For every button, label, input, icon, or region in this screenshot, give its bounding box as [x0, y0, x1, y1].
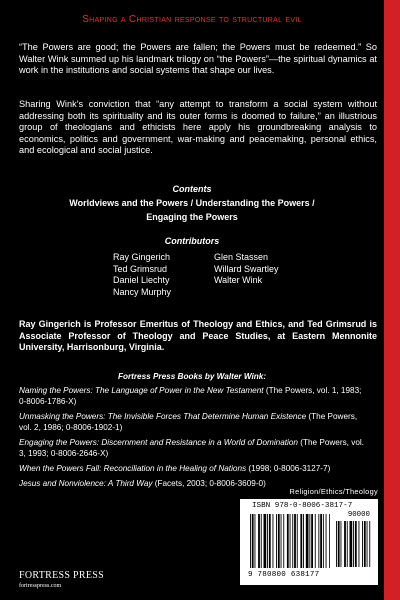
barcode-bar [281, 514, 282, 568]
barcode-bar [320, 514, 322, 568]
barcode-main [250, 514, 330, 568]
barcode-bar [318, 514, 319, 568]
barcode-bar [297, 514, 298, 568]
publisher-website: fortresspress.com [19, 583, 62, 589]
contributors-column-1 [113, 252, 171, 298]
barcode-bar [303, 514, 304, 568]
barcode-bar [283, 514, 284, 568]
barcode-bar [326, 514, 327, 568]
barcode-bar [255, 514, 256, 568]
book-title: When the Powers Fall: Reconciliation in the Healing of Nations [19, 464, 247, 473]
book-info: (The Powers, vol. 2, 1986; 0-8006-1902-1) [19, 412, 358, 432]
books-list [19, 385, 369, 493]
barcode-bar [294, 514, 296, 568]
editors-bio: Ray Gingerich is Professor Emeritus of Theology and Ethics, and Ted Grimsrud is Associate Professor of Theology and Peace Studies, at Eastern Mennonite University, Harrisonburg, Virginia. [19, 319, 377, 353]
barcode-bar [362, 521, 363, 567]
barcode-bar [273, 514, 274, 568]
contributor-name: Daniel Liechty [113, 275, 170, 285]
book-title: Engaging the Powers: Discernment and Resistance in a World of Domination [19, 438, 298, 447]
barcode-bar [369, 521, 370, 567]
barcode-bar [261, 514, 262, 568]
contents-line-2: Engaging the Powers [146, 212, 238, 222]
book-info: (The Powers, vol. 3, 1993; 0-8006-2646-X) [19, 438, 364, 458]
publisher-logo: FORTRESS PRESS [19, 570, 105, 581]
barcode-bar [292, 514, 293, 568]
contributor-name: Ray Gingerich [113, 252, 171, 262]
book-item [19, 385, 369, 407]
barcode-bar [287, 514, 289, 568]
barcode-bar [267, 514, 268, 568]
barcode-box [240, 499, 378, 585]
contributors-column-2 [214, 252, 279, 287]
barcode-bar [276, 514, 277, 568]
barcode-bar [278, 514, 280, 568]
contributor-name: Walter Wink [214, 275, 263, 285]
barcode-bar [350, 521, 353, 567]
barcode-bar [269, 514, 271, 568]
contributor-name: Glen Stassen [214, 252, 269, 262]
book-item [19, 437, 369, 459]
isbn-text: ISBN 978-0-8006-3817-7 [252, 502, 353, 510]
book-info: (1998; 0-8006-3127-7) [246, 464, 331, 473]
barcode-bar [367, 521, 368, 567]
contents-heading: Contents [172, 184, 212, 194]
book-title: Unmasking the Powers: The Invisible Forces That Determine Human Existence [19, 412, 307, 421]
barcode-bar [341, 521, 342, 567]
red-side-bar [384, 0, 400, 600]
barcode-bar [300, 514, 302, 568]
barcode-bar [250, 514, 251, 568]
barcode-bar [338, 521, 340, 567]
tagline: Shaping a Christian response to structural evil [82, 14, 302, 25]
book-item [19, 463, 369, 474]
barcode-bar [252, 514, 254, 568]
barcode-bar [364, 521, 366, 567]
barcode-bar [347, 521, 348, 567]
contributors-heading: Contributors [164, 236, 220, 246]
book-title: Naming the Powers: The Language of Power in the New Testament [19, 386, 264, 395]
book-title: Jesus and Nonviolence: A Third Way [19, 479, 153, 488]
barcode-bar [353, 521, 354, 567]
barcode-addon [336, 521, 372, 567]
barcode-bar [264, 514, 267, 568]
barcode-bar [355, 521, 357, 567]
barcode-bar [258, 514, 260, 568]
barcode-bar [329, 514, 330, 568]
contributor-name: Ted Grimsrud [113, 263, 168, 274]
books-heading: Fortress Press Books by Walter Wink: [117, 372, 267, 381]
barcode-bar [315, 514, 316, 568]
barcode-bar [306, 514, 309, 568]
barcode-bar [311, 514, 313, 568]
barcode-bar [336, 521, 337, 567]
book-info: (The Powers, vol. 1, 1983; 0-8006-1786-X) [19, 386, 362, 406]
contents-line-1: Worldviews and the Powers / Understanding the Powers / [69, 198, 315, 208]
barcode-bar [309, 514, 310, 568]
barcode-bar [359, 521, 360, 567]
price-code: 90000 [347, 511, 370, 519]
book-item [19, 411, 369, 433]
contributor-name: Willard Swartley [214, 263, 279, 274]
barcode-digits: 9 780800 638177 [248, 571, 320, 579]
barcode-bar [323, 514, 324, 568]
barcode-bar [344, 521, 346, 567]
quote-paragraph: “The Powers are good; the Powers are fallen; the Powers must be redeemed.” So Walter Wink summed up his landmark trilogy on “the Powers”—the spiritual dynamics at work in the institutions and social systems that shape our lives. [19, 42, 377, 76]
barcode-bar [290, 514, 291, 568]
category-label: Religion/Ethics/Theology [289, 487, 378, 496]
book-info: (Facets, 2003; 0-8006-3609-0) [152, 479, 266, 488]
description-paragraph: Sharing Wink’s conviction that “any attempt to transform a social system without addressing both its spirituality and its outer forms is doomed to failure,” an illustrious group of theologians and ethicists here apply his groundbreaking analysis to economics, politics and government, war-making and peacemaking, personal ethics, and ecological and social justice. [19, 99, 377, 156]
contributor-name: Nancy Murphy [113, 286, 172, 297]
